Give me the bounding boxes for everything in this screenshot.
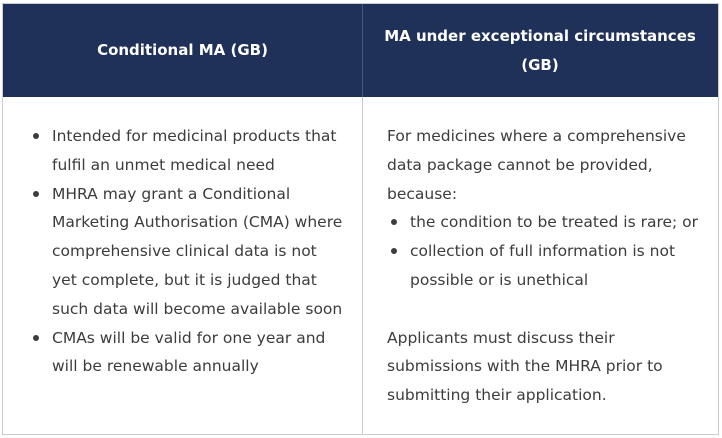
list-item: the condition to be treated is rare; or [387,208,703,237]
comparison-table [2,3,719,435]
table-header [3,4,718,97]
conditional-ma-cell [29,122,345,381]
conditional-ma-list [29,122,345,381]
list-item: Intended for medicinal products that fulfil an unmet medical need [29,122,345,180]
exceptional-intro: For medicines where a comprehensive data package cannot be provided, because: [387,127,686,203]
list-item: CMAs will be valid for one year and will be renewable annually [29,324,345,382]
list-item: MHRA may grant a Conditional Marketing Authorisation (CMA) where comprehensive clinical data is not yet complete, but it is judged that such data will become available soon [29,180,345,324]
spacer [387,295,703,324]
exceptional-ma-cell [387,122,703,410]
header-conditional-ma: Conditional MA (GB) [97,41,268,59]
header-exceptional-ma: MA under exceptional circumstances (GB) [384,26,696,74]
exceptional-closing: Applicants must discuss their submissions with the MHRA prior to submitting their application. [387,328,663,405]
header-column-divider [362,4,363,97]
exceptional-ma-list [387,208,703,294]
list-item: collection of full information is not possible or is unethical [387,237,703,295]
